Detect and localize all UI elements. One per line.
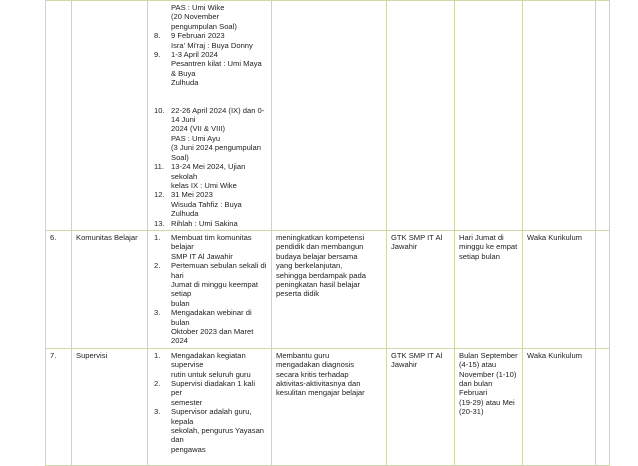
program-table [45,0,610,466]
list-item [152,106,267,162]
cell-goal [272,230,387,348]
time-line: setiap bulan [459,251,500,261]
goal-line: kesulitan mengajar belajar [276,388,365,398]
cell-activities [148,230,272,348]
cell-goal [272,348,387,465]
item-line: Zulhuda [171,78,199,88]
item-line: 2024 (VII & VIII) [171,124,226,134]
goal-line: budaya belajar bersama [276,251,358,261]
list-item [152,3,267,31]
goal-line: mengadakan diagnosis [276,360,355,370]
cell-time [455,348,523,465]
target-line: GTK SMP IT Al [391,350,443,360]
list-item [152,308,267,346]
item-line: sekolah, pengurus Yayasan dan [171,426,265,445]
cell-no [46,1,72,231]
activity-list [152,351,267,454]
item-line: bulan [171,298,190,308]
cell-no: 7. [46,348,72,465]
cell-no: 6. [46,230,72,348]
time-line: dan bulan Februari [459,379,493,398]
table-row [46,230,610,348]
goal-line: aktivitas-aktivitasnya dan [276,379,361,389]
cell-pic [523,1,596,231]
item-line: Wisuda Tahfiz : Buya Zulhuda [171,199,242,219]
time-line: Bulan September [459,350,518,360]
cell-program: Komunitas Belajar [72,230,148,348]
target-line: GTK SMP IT Al [391,232,443,242]
table-row-continuation [46,1,610,231]
cell-program: Supervisi [72,348,148,465]
item-line: SMP IT Al Jawahir [171,251,233,261]
item-number: 2. [154,379,161,389]
goal-line: secara kritis terhadap [276,369,349,379]
cell-empty [596,1,610,231]
cell-program [72,1,148,231]
list-item [152,351,267,379]
item-number: 3. [154,308,161,318]
item-line: 9 Februari 2023 [171,31,225,41]
list-item [152,190,267,218]
list-item [152,261,267,308]
list-item [152,162,267,190]
item-line: Jumat di minggu keempat setiap [171,279,258,299]
item-line: rutin untuk seluruh guru [171,369,251,379]
goal-line: yang berkelanjutan, [276,261,343,271]
item-line: 31 Mei 2023 [171,190,213,200]
item-number: 9. [154,50,161,60]
goal-line: meningkatkan kompetensi [276,232,365,242]
item-number: 2. [154,261,161,271]
item-line: Supervisor adalah guru, kepala [171,407,252,426]
item-line: pengawas [171,444,206,454]
cell-target [387,1,455,231]
item-line: 22-26 April 2024 (IX) dan 0-14 Juni [171,105,265,125]
cell-goal [272,1,387,231]
cell-time [455,1,523,231]
activity-list [152,233,267,346]
goal-line: pendidik dan membangun [276,242,364,252]
time-line: Hari Jumat di [459,232,504,242]
time-line: minggu ke empat [459,242,518,252]
item-number: 1. [154,350,161,360]
schedule-list [152,3,267,228]
item-line: Supervisi diadakan 1 kali per [171,379,256,398]
item-line: (20 November pengumpulan Soal) [171,12,237,31]
item-line: (3 Juni 2024 pengumpulan Soal) [171,143,261,162]
goal-line: peningkatan hasil belajar [276,279,361,289]
list-item [152,379,267,407]
goal-line: sehingga berdampak pada [276,270,366,280]
list-item [152,50,267,88]
item-line: PAS : Umi Ayu [171,133,221,143]
item-line: 1-3 April 2024 [171,50,218,60]
list-item [152,233,267,261]
item-line: Mengadakan webinar di bulan [171,308,252,327]
cell-activities [148,1,272,231]
cell-target [387,348,455,465]
cell-empty [596,230,610,348]
time-line: (20-31) [459,407,484,417]
item-line: PAS : Umi Wike [171,3,225,12]
goal-line: Membantu guru [276,350,330,360]
item-line: Isra' Mi'raj : Buya Donny [171,40,253,50]
cell-pic: Waka Kurikulum [523,230,596,348]
cell-activities [148,348,272,465]
list-item [152,407,267,454]
time-line: (4-15) atau [459,360,497,370]
item-number: 13. [154,218,165,228]
cell-empty [596,348,610,465]
table-row [46,348,610,465]
cell-pic: Waka Kurikulum [523,348,596,465]
item-number: 12. [154,190,165,200]
list-item [152,219,267,228]
time-line: (19-29) atau Mei [459,397,515,407]
item-line: Pesantren kilat : Umi Maya & Buya [171,59,262,78]
item-line: Mengadakan kegiatan supervise [171,350,246,370]
list-spacer [152,88,267,106]
item-number: 8. [154,31,161,41]
item-line: Membuat tim komunitas belajar [171,232,252,252]
item-line: Oktober 2023 dan Maret 2024 [171,327,254,346]
item-number: 11. [154,162,164,172]
item-line: semester [171,397,203,407]
goal-line: peserta didik [276,289,320,299]
list-item [152,31,267,50]
item-line: Pertemuan sebulan sekali di hari [171,261,267,280]
item-line: kelas IX : Umi Wike [171,180,237,190]
cell-time [455,230,523,348]
time-line: November (1-10) [459,369,517,379]
item-number: 3. [154,407,161,417]
cell-target [387,230,455,348]
item-number: 1. [154,232,161,242]
target-line: Jawahir [391,360,418,370]
item-line: Rihlah : Umi Sakina [171,218,238,228]
item-line: 13-24 Mei 2024, Ujian sekolah [171,162,246,181]
target-line: Jawahir [391,242,418,252]
item-number: 10. [154,105,165,115]
